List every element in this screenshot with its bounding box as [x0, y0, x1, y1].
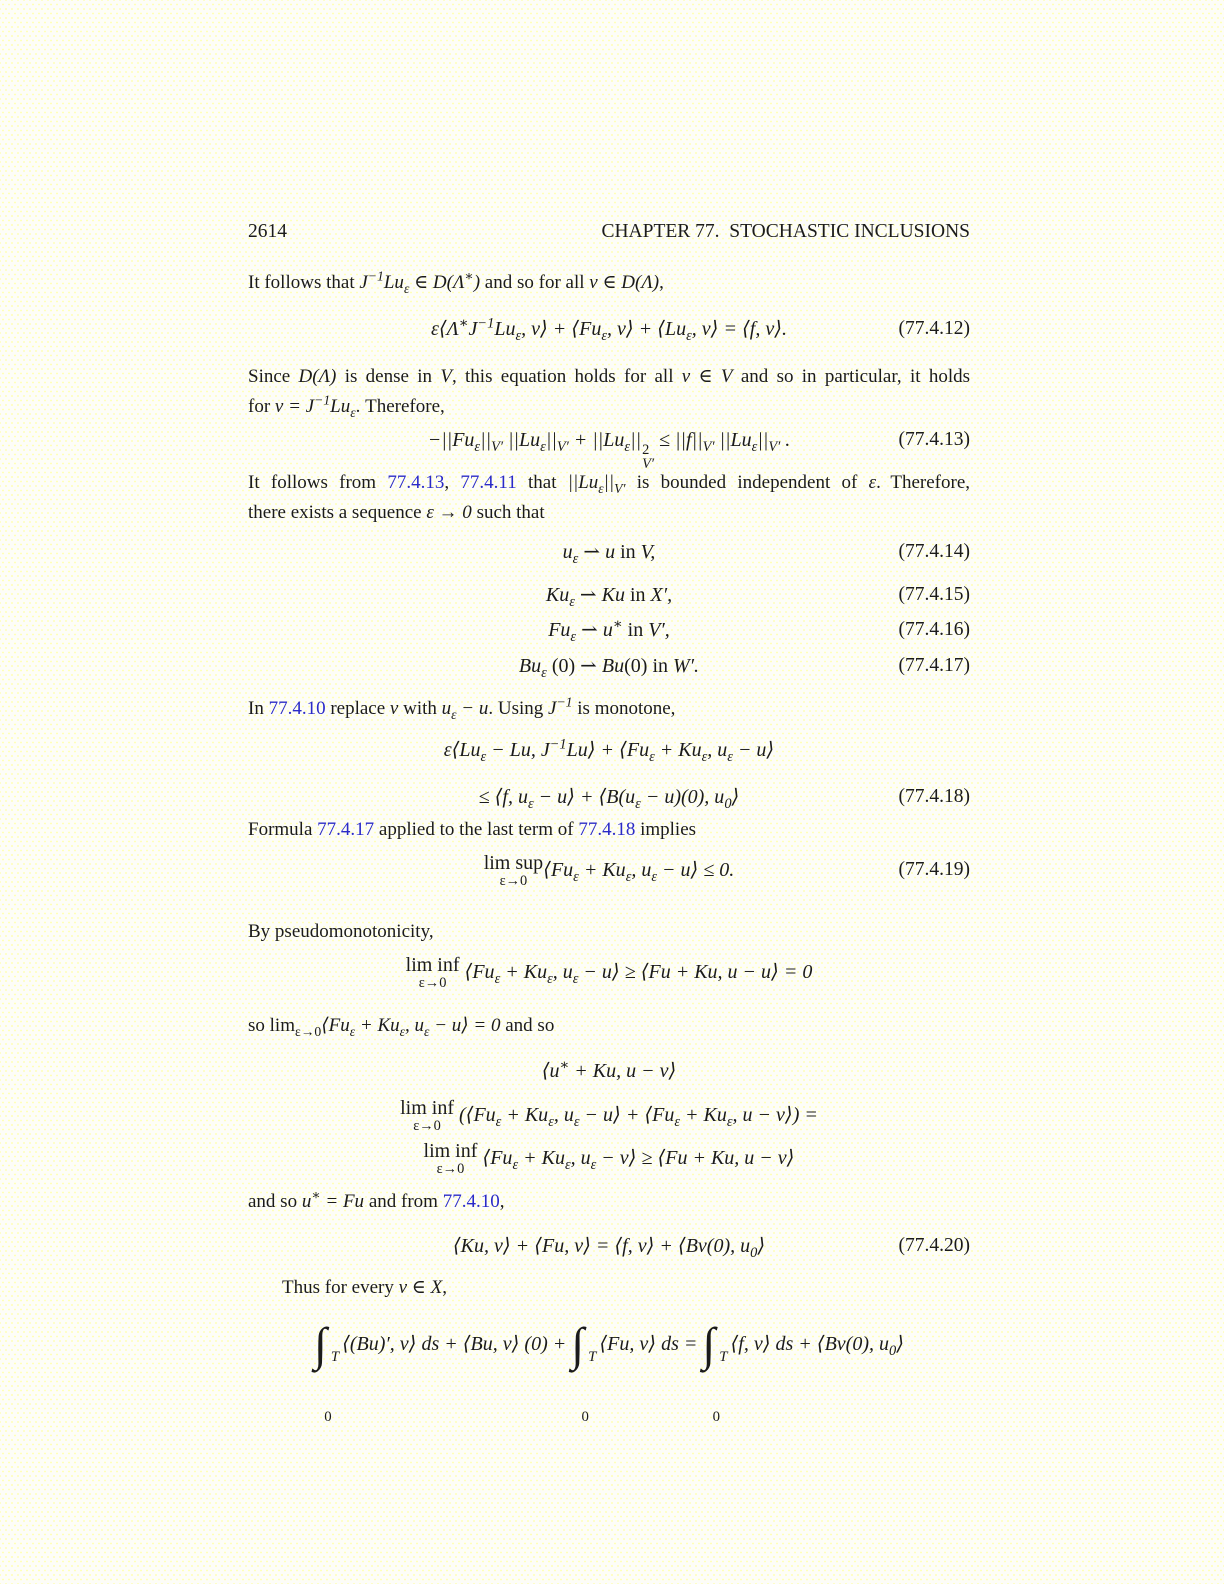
equation-label: (77.4.18) — [898, 786, 970, 807]
cross-reference-link[interactable]: 77.4.17 — [317, 819, 375, 840]
integral-sign: ∫ T 0 — [571, 1319, 597, 1425]
chapter-header: CHAPTER 77. STOCHASTIC INCLUSIONS — [601, 221, 970, 242]
paragraph-line: It follows from 77.4.13, 77.4.11 that $||Lu_\varepsilon||_{V'}$ is bounded independent of ε. Therefore, — [248, 472, 971, 496]
page-number: 2614 — [248, 221, 287, 242]
paragraph-it-follows — [248, 268, 970, 298]
paragraph-so-lim — [248, 1011, 970, 1041]
equation-body: $Ku_\varepsilon$ ⇀ Ku in X′, — [545, 584, 673, 610]
running-header — [248, 219, 970, 245]
paragraph-thus-for-every — [248, 1273, 970, 1303]
equation-label: (77.4.19) — [898, 859, 970, 880]
paragraph-in-replace — [248, 694, 970, 724]
cross-reference-link[interactable]: 77.4.11 — [460, 472, 517, 493]
equation-body: ⟨Ku, v⟩ + ⟨Fu, v⟩ = ⟨f, v⟩ + ⟨Bv(0), $u_0⟩$ — [452, 1235, 766, 1261]
paragraph-line: By pseudomonotonicity, — [248, 921, 434, 942]
equation-body: ∫ T 0 ⟨(Bu)′, v⟩ ds + ⟨Bu, v⟩ (0) + ∫ T 0 ⟨Fu, v⟩ ds = ∫ T 0 ⟨f, v⟩ ds + ⟨Bv(0), $u_0⟩$ — [313, 1319, 905, 1425]
integral-sign: ∫ T 0 — [702, 1319, 728, 1425]
equation-ustar-ku — [248, 1054, 970, 1088]
paragraph-line: for $v = J^{-1}Lu_\varepsilon$. Therefore, — [248, 392, 445, 420]
equation-liminf-2 — [248, 1098, 970, 1134]
paragraph-line: In 77.4.10 replace v with $u_\varepsilon - u$. Using $J^{-1}$ is monotone, — [248, 694, 676, 722]
equation-label: (77.4.12) — [898, 318, 970, 339]
equation-77-4-18-line1 — [248, 733, 970, 767]
equation-body: ≤ ⟨f, $u_\varepsilon$ − u⟩ + $⟨B(u_\varepsilon - u)(0)$, $u_0⟩$ — [478, 786, 740, 812]
equation-body: $-||Fu_\varepsilon||_{V'}$ $||Lu_\varepsilon||_{V'} + ||Lu_\varepsilon||$ 2 V′ ≤ $||f||_{V'}$ $||Lu_\varepsilon||_{V'}$ . — [427, 429, 791, 472]
cross-reference-link[interactable]: 77.4.13 — [387, 472, 445, 493]
paragraph-line: and so u∗ = Fu and from 77.4.10, — [248, 1187, 505, 1212]
equation-77-4-15 — [248, 578, 970, 612]
equation-77-4-19 — [248, 853, 970, 889]
equation-body: lim inf ε→0 $⟨Fu_\varepsilon + Ku_\varepsilon$, $u_\varepsilon$ − v⟩ ≥ ⟨Fu + Ku, u − v⟩ — [423, 1140, 795, 1178]
equation-77-4-20 — [248, 1229, 970, 1263]
equation-label: (77.4.17) — [898, 655, 970, 676]
equation-label: (77.4.15) — [898, 584, 970, 605]
equation-body: $\varepsilon⟨\Lambda^∗J^{-1}Lu_\varepsilon$, v⟩ + $⟨Fu_\varepsilon$, v⟩ + $⟨Lu_\varepsilon$, v⟩ = ⟨f, v⟩. — [430, 315, 787, 344]
paragraph-line: Since D(Λ) is dense in V, this equation holds for all v ∈ V and so in particular, it holds — [248, 366, 970, 387]
equation-body: ⟨u∗ + Ku, u − v⟩ — [541, 1057, 677, 1082]
cross-reference-link[interactable]: 77.4.10 — [268, 698, 326, 719]
paragraph-since-dense — [248, 362, 970, 422]
equation-body: lim sup ε→0 $⟨Fu_\varepsilon + Ku_\varepsilon$, $u_\varepsilon$ − u⟩ ≤ 0. — [483, 852, 735, 890]
paragraph-line: Formula 77.4.17 applied to the last term of 77.4.18 implies — [248, 819, 697, 840]
equation-77-4-13 — [248, 423, 970, 471]
cross-reference-link[interactable]: 77.4.10 — [442, 1191, 500, 1212]
paragraph-line: Thus for every v ∈ X, — [282, 1277, 447, 1298]
equation-body: $Bu_\varepsilon$ (0) ⇀ Bu(0) in W′. — [518, 655, 700, 681]
equation-77-4-12 — [248, 312, 970, 346]
equation-body: $u_\varepsilon$ ⇀ u in V, — [562, 541, 656, 567]
equation-77-4-17 — [248, 649, 970, 683]
paragraph-it-follows-from — [248, 468, 970, 528]
equation-body: lim inf ε→0 ($⟨Fu_\varepsilon + Ku_\varepsilon$, $u_\varepsilon$ − u⟩ + $⟨Fu_\varepsilon + Ku_\varepsilon$, u − v⟩) = — [400, 1097, 818, 1135]
equation-label: (77.4.20) — [898, 1235, 970, 1256]
equation-body: $Fu_\varepsilon$ ⇀ u∗ in V′, — [548, 616, 670, 645]
equation-liminf-3 — [248, 1141, 970, 1177]
paragraph-line: It follows that $J^{-1}Lu_\varepsilon$ ∈ D(Λ∗) and so for all v ∈ D(Λ), — [248, 268, 664, 296]
paragraph-formula-applied — [248, 815, 970, 845]
equation-body: $\varepsilon⟨Lu_\varepsilon - Lu$, $J^{-1}Lu⟩$ + $⟨Fu_\varepsilon + Ku_\varepsilon$, $u_\varepsilon$ − u⟩ — [443, 736, 775, 765]
paragraph-pseudomonotonicity — [248, 917, 970, 947]
equation-integral — [248, 1314, 970, 1425]
paragraph-and-so — [248, 1187, 970, 1217]
page-content — [248, 0, 970, 1584]
equation-body: lim inf ε→0 $⟨Fu_\varepsilon + Ku_\varepsilon$, $u_\varepsilon$ − u⟩ ≥ ⟨Fu + Ku, u − u⟩ = 0 — [405, 954, 813, 992]
equation-77-4-14 — [248, 535, 970, 569]
cross-reference-link[interactable]: 77.4.18 — [578, 819, 636, 840]
equation-77-4-18-line2 — [248, 780, 970, 814]
paragraph-line: there exists a sequence ε → 0 such that — [248, 502, 545, 523]
paragraph-line: so $\lim_{\varepsilon\to 0}⟨Fu_\varepsilon + Ku_\varepsilon$, $u_\varepsilon$ − u⟩ = 0 and so — [248, 1015, 555, 1039]
equation-label: (77.4.13) — [898, 429, 970, 450]
equation-liminf-1 — [248, 955, 970, 991]
equation-label: (77.4.16) — [898, 619, 970, 640]
equation-77-4-16 — [248, 613, 970, 647]
integral-sign: ∫ T 0 — [313, 1319, 340, 1425]
equation-label: (77.4.14) — [898, 541, 970, 562]
